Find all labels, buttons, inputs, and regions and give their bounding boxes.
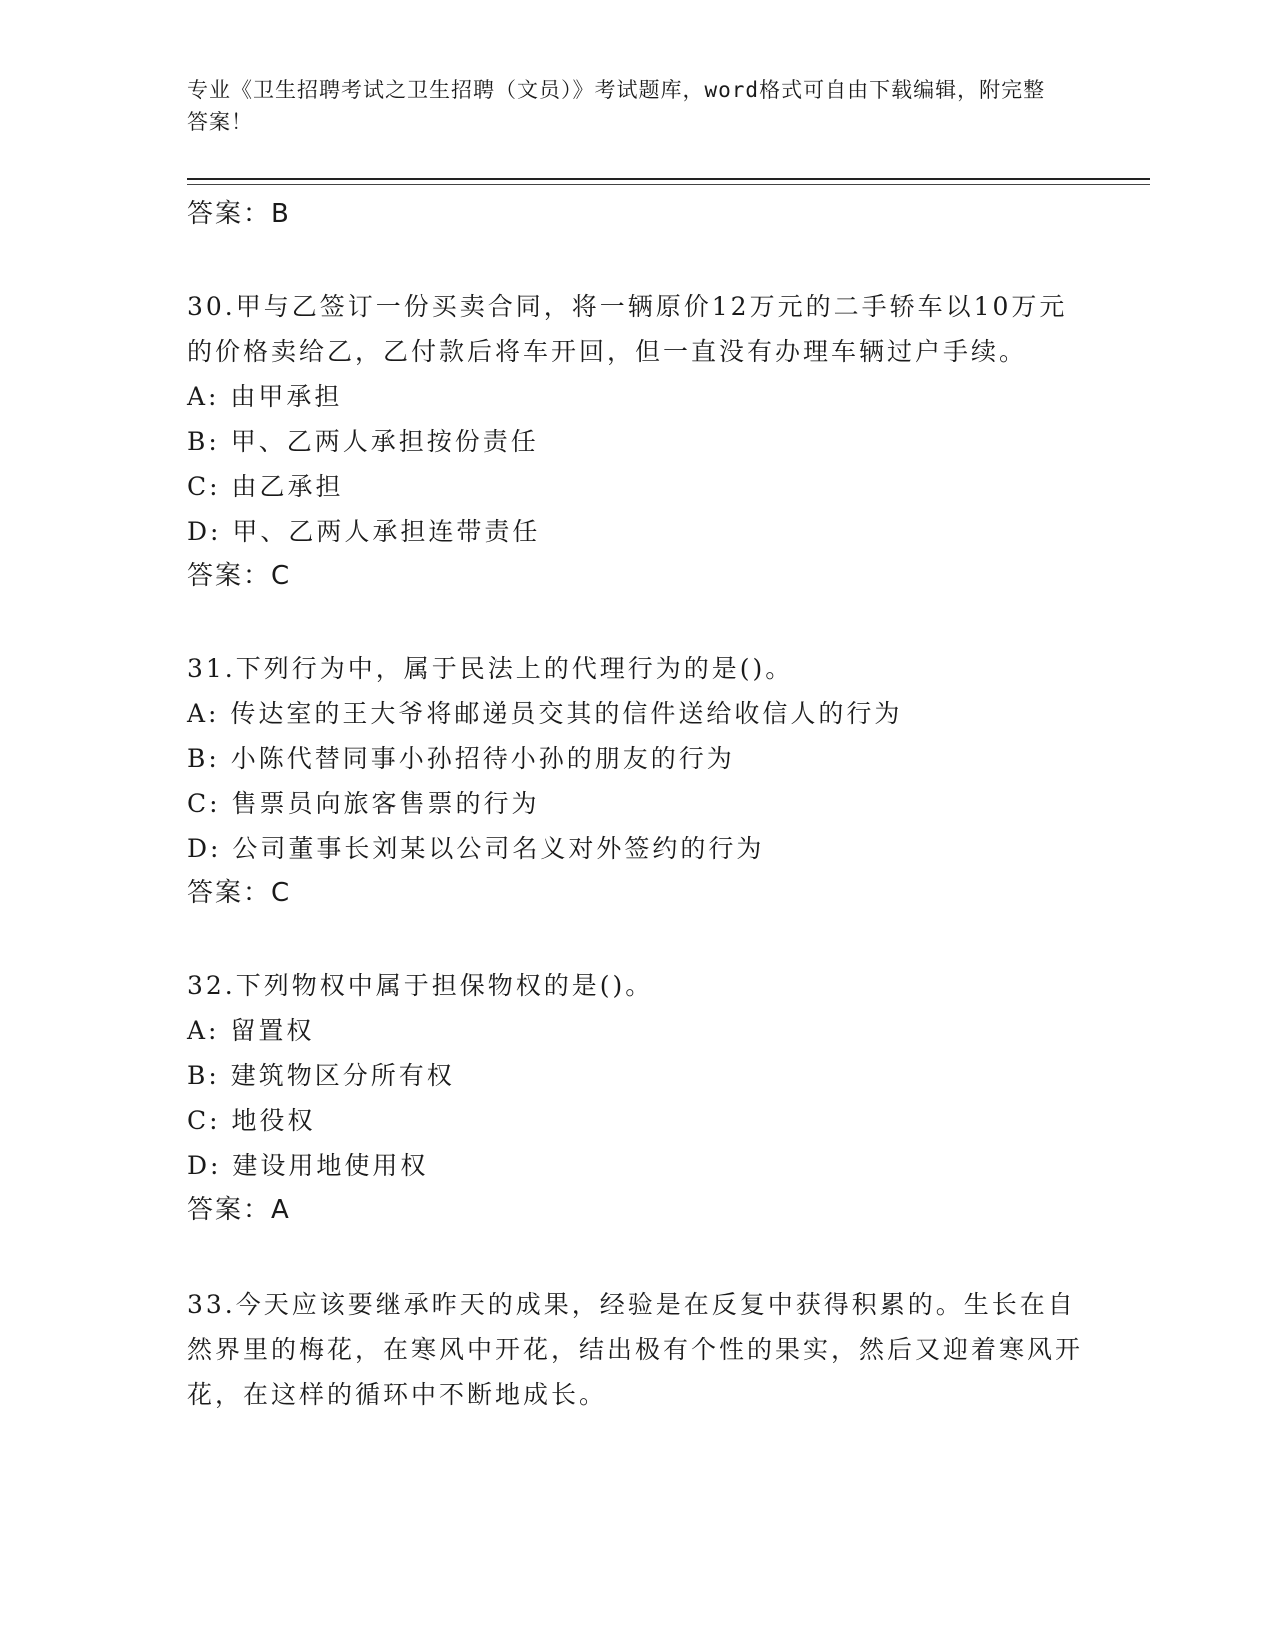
option-b: B: 甲、乙两人承担按份责任 — [187, 427, 539, 456]
question-stem: 33.今天应该要继承昨天的成果，经验是在反复中获得积累的。生长在自然界里的梅花，在寒风中开花，结出极有个性的果实，然后又迎着寒风开花，在这样的循环中不断地成长。 — [187, 1290, 1084, 1409]
option-b: B: 建筑物区分所有权 — [187, 1061, 455, 1090]
option-b: B: 小陈代替同事小孙招待小孙的朋友的行为 — [187, 744, 735, 773]
question-stem: 32.下列物权中属于担保物权的是()。 — [187, 971, 654, 1000]
question-stem: 30.甲与乙签订一份买卖合同，将一辆原价12万元的二手轿车以10万元的价格卖给乙，乙付款后将车开回，但一直没有办理车辆过户手续。 — [187, 292, 1068, 366]
answer-line: 答案：B — [187, 199, 291, 229]
option-d: D: 公司董事长刘某以公司名义对外签约的行为 — [187, 834, 765, 863]
question-list — [187, 192, 1087, 1417]
option-c: C: 由乙承担 — [187, 472, 344, 501]
option-c: C: 地役权 — [187, 1106, 316, 1135]
question-30 — [187, 284, 1087, 598]
option-d: D: 建设用地使用权 — [187, 1151, 429, 1180]
question-31 — [187, 646, 1087, 915]
option-a: A: 传达室的王大爷将邮递员交其的信件送给收信人的行为 — [187, 699, 903, 728]
question-32 — [187, 963, 1087, 1232]
header-rule-thin — [187, 184, 1150, 185]
option-c: C: 售票员向旅客售票的行为 — [187, 789, 540, 818]
document-header: 专业《卫生招聘考试之卫生招聘（文员）》考试题库，word格式可自由下载编辑，附完整答案！ — [187, 78, 1046, 134]
option-a: A: 留置权 — [187, 1016, 315, 1045]
answer-line: 答案：A — [187, 1195, 291, 1225]
header-rule-thick — [187, 178, 1150, 180]
answer-line: 答案：C — [187, 878, 292, 908]
option-a: A: 由甲承担 — [187, 382, 343, 411]
question-stem: 31.下列行为中，属于民法上的代理行为的是()。 — [187, 654, 794, 683]
option-d: D: 甲、乙两人承担连带责任 — [187, 517, 541, 546]
answer-line: 答案：C — [187, 561, 292, 591]
question-33 — [187, 1282, 1087, 1417]
